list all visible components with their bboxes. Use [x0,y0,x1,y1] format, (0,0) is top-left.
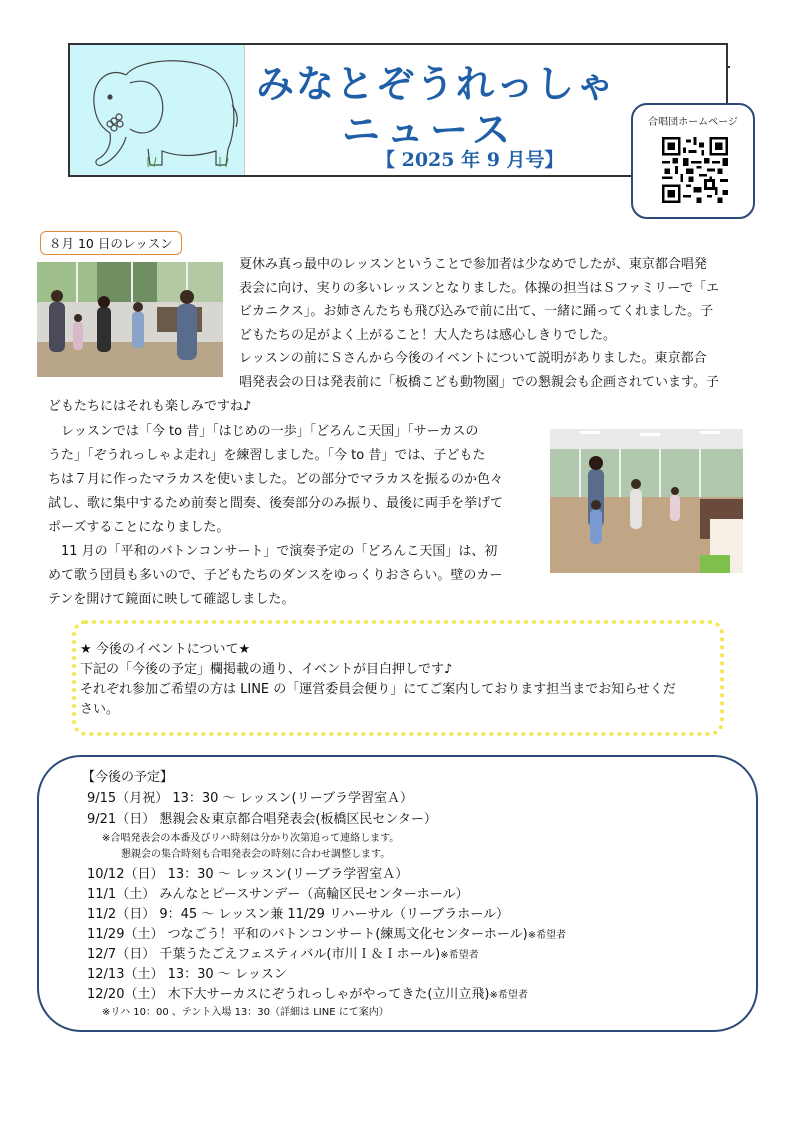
schedule-item [87,808,437,827]
qr-code-icon[interactable] [662,137,728,203]
decorative-dot [728,66,730,68]
announcement-line: さい。 [80,702,120,717]
elephant-icon [70,45,244,175]
homepage-qr-box[interactable] [631,103,755,219]
event-announcement-box [72,620,724,736]
upcoming-schedule-box [37,755,758,1032]
newsletter-title-line2: ニュース [342,108,517,152]
schedule-item-note: ※希望者 [440,950,479,961]
para2-line3: ちは７月に作ったマラカスを使いました。どの部分でマラカスを振るのか色々 [48,472,504,487]
schedule-note: ※リハ 10：00 、テント入場 13：30（詳細は LINE にて案内） [102,1007,389,1018]
elephant-illustration [70,45,245,175]
para2-line4: 試し、歌に集中するため前奏と間奏、後奏部分のみ振り、最後に両手を挙げて [48,496,504,511]
schedule-item [87,963,287,982]
schedule-item-note: ※希望者 [489,990,528,1001]
announcement-line: 下記の「今後の予定」欄掲載の通り、イベントが目白押しです♪ [80,662,453,677]
para1-line6: 唱発表会の日は発表前に「板橋こども動物園」での懇親会も企画されています。子 [239,375,719,390]
schedule-item [87,903,509,922]
schedule-item [87,883,468,902]
schedule-heading: 【今後の予定】 [82,770,174,785]
schedule-item [87,943,479,962]
newsletter-title-line1: みなとぞうれっしゃ [256,62,617,106]
schedule-item [87,983,528,1002]
schedule-item-text: 9/21（日） 懇親会＆東京都合唱発表会(板橋区民センター） [87,812,437,827]
para2-line5: ポーズすることになりました。 [48,520,230,535]
schedule-item-text: 12/13（土） 13：30 ～ レッスン [87,967,287,982]
schedule-item [87,787,413,806]
para1-line7: どもたちにはそれも楽しみですね♪ [48,399,252,414]
schedule-item-note: ※希望者 [527,930,567,941]
para1-line2: 表会に向け、実りの多いレッスンとなりました。体操の担当はＳファミリーで「エ [239,281,720,296]
schedule-note: ※合唱発表会の本番及びリハ時刻は分かり次第追って連絡します。 [102,833,400,844]
schedule-note: 懇親会の集合時刻も合唱発表会の時刻に合わせ調整します。 [121,849,391,860]
para2-line2: うた」「ぞうれっしゃよ走れ」を練習しました。「今 to 昔」では、子どもた [48,448,486,463]
schedule-item [87,923,566,942]
lesson-photo-1 [37,262,223,377]
para1-line5: レッスンの前にＳさんから今後のイベントについて説明がありました。東京都合 [226,351,707,366]
schedule-item-text: 12/7（日） 千葉うたごえフェスティバル(市川Ｉ＆Ｉホール) [87,947,441,962]
schedule-item-text: 11/29（土） つなごう！平和のバトンコンサート(練馬文化センターホール) [87,927,528,942]
schedule-item-text: 10/12（日） 13：30 ～ レッスン(リーブラ学習室Ａ） [87,867,409,882]
schedule-item-text: 12/20（土） 木下大サーカスにぞうれっしゃがやってきた(立川立飛) [87,987,490,1002]
para2-line6: 11 月の「平和のバトンコンサート」で演奏予定の「どろんこ天国」は、初 [48,544,498,559]
schedule-item-text: 11/1（土） みんなとピースサンデー（高輪区民センターホール） [87,887,469,902]
newsletter-header [68,43,728,177]
lesson-photo-2 [550,429,743,573]
schedule-item [87,863,408,882]
issue-label: 【 2025 年 9 月号】 [376,149,564,171]
schedule-item-text: 9/15（月祝） 13：30 ～ レッスン(リーブラ学習室Ａ） [87,791,413,806]
para2-line1: レッスンでは「今 to 昔」「はじめの一歩」「どろんこ天国」「サーカスの [48,424,479,439]
lesson-date-tag: ８月 10 日のレッスン [40,231,182,255]
qr-label: 合唱団ホームページ [648,117,738,128]
para2-line7: めて歌う団員も多いので、子どもたちのダンスをゆっくりおさらい。壁のカー [48,568,503,583]
para1-line4: どもたちの足がよく上がること！大人たちは感心しきりでした。 [239,328,617,343]
para2-line8: テンを開けて鏡面に映して確認しました。 [48,592,295,607]
schedule-item-text: 11/2（日） 9：45 ～ レッスン兼 11/29 リハーサル（リーブラホール） [87,907,510,922]
para1-line1: 夏休み真っ最中のレッスンということで参加者は少なめでしたが、東京都合唱発 [239,257,707,272]
announcement-line: それぞれ参加ご希望の方は LINE の「運営委員会便り」にてご案内しております担当までお知らせくだ [80,682,676,697]
para1-line3: ビカニクス」。お姉さんたちも飛び込みで前に出て、一緒に踊ってくれました。子 [239,304,714,319]
announcement-heading: ★ 今後のイベントについて★ [80,642,251,657]
